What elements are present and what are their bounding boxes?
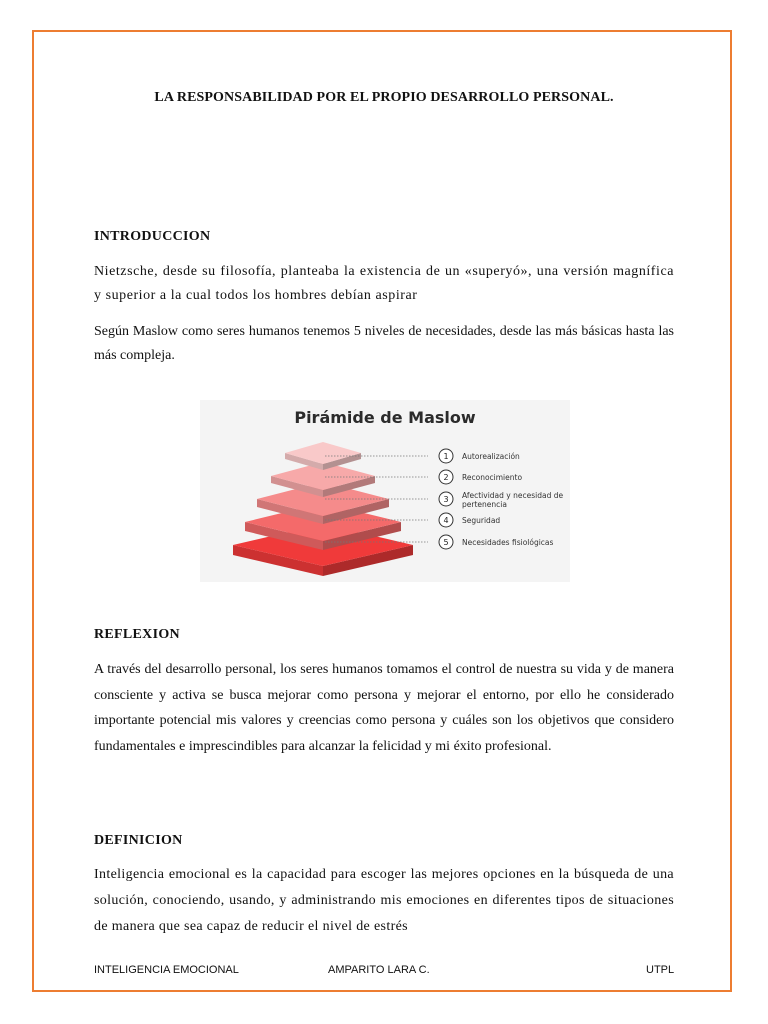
level-number-4: 4 <box>443 516 449 525</box>
footer-right: UTPL <box>646 964 675 976</box>
definicion-paragraph: Inteligencia emocional es la capacidad para escoger las mejores opciones en la búsqueda de una solución, conociendo, usando, y administrando mis emociones en diferentes tipos de situaciones de manera que sea capaz de reducir el nivel de estrés <box>94 867 674 934</box>
footer-left: INTELIGENCIA EMOCIONAL <box>94 964 239 976</box>
level-label-2: Reconocimiento <box>462 473 523 482</box>
document-title: LA RESPONSABILIDAD POR EL PROPIO DESARROLLO PERSONAL. <box>154 90 614 105</box>
heading-definicion: DEFINICION <box>94 833 183 848</box>
maslow-pyramid-figure <box>200 400 570 582</box>
level-number-1: 1 <box>443 452 449 461</box>
level-label-3: Afectividad y necesidad de pertenencia <box>462 491 564 509</box>
level-label-5: Necesidades fisiológicas <box>462 538 554 547</box>
reflexion-paragraph: A través del desarrollo personal, los seres humanos tomamos el control de nuestra su vida y de manera consciente y activa se busca mejorar como persona y mejorar el entorno, por ello he considerado importante potencial mis valores y creencias como persona y cuáles son los objetivos que considero fundamentales e imprescindibles para alcanzar la felicidad y mi éxito profesional. <box>94 662 674 754</box>
footer-center: AMPARITO LARA C. <box>328 964 430 976</box>
level-number-2: 2 <box>443 473 449 482</box>
figure-title: Pirámide de Maslow <box>294 408 476 427</box>
level-number-3: 3 <box>443 495 449 504</box>
heading-reflexion: REFLEXION <box>94 627 180 642</box>
level-label-1: Autorealización <box>462 452 520 461</box>
intro-paragraph-2: Según Maslow como seres humanos tenemos 5 niveles de necesidades, desde las más básicas hasta las más compleja. <box>94 324 674 363</box>
level-number-5: 5 <box>443 538 449 547</box>
heading-introduccion: INTRODUCCION <box>94 229 211 244</box>
intro-paragraph-1: Nietzsche, desde su filosofía, planteaba la existencia de un «superyó», una versión magnífica y superior a la cual todos los hombres debían aspirar <box>94 264 674 303</box>
level-label-4: Seguridad <box>462 516 501 525</box>
